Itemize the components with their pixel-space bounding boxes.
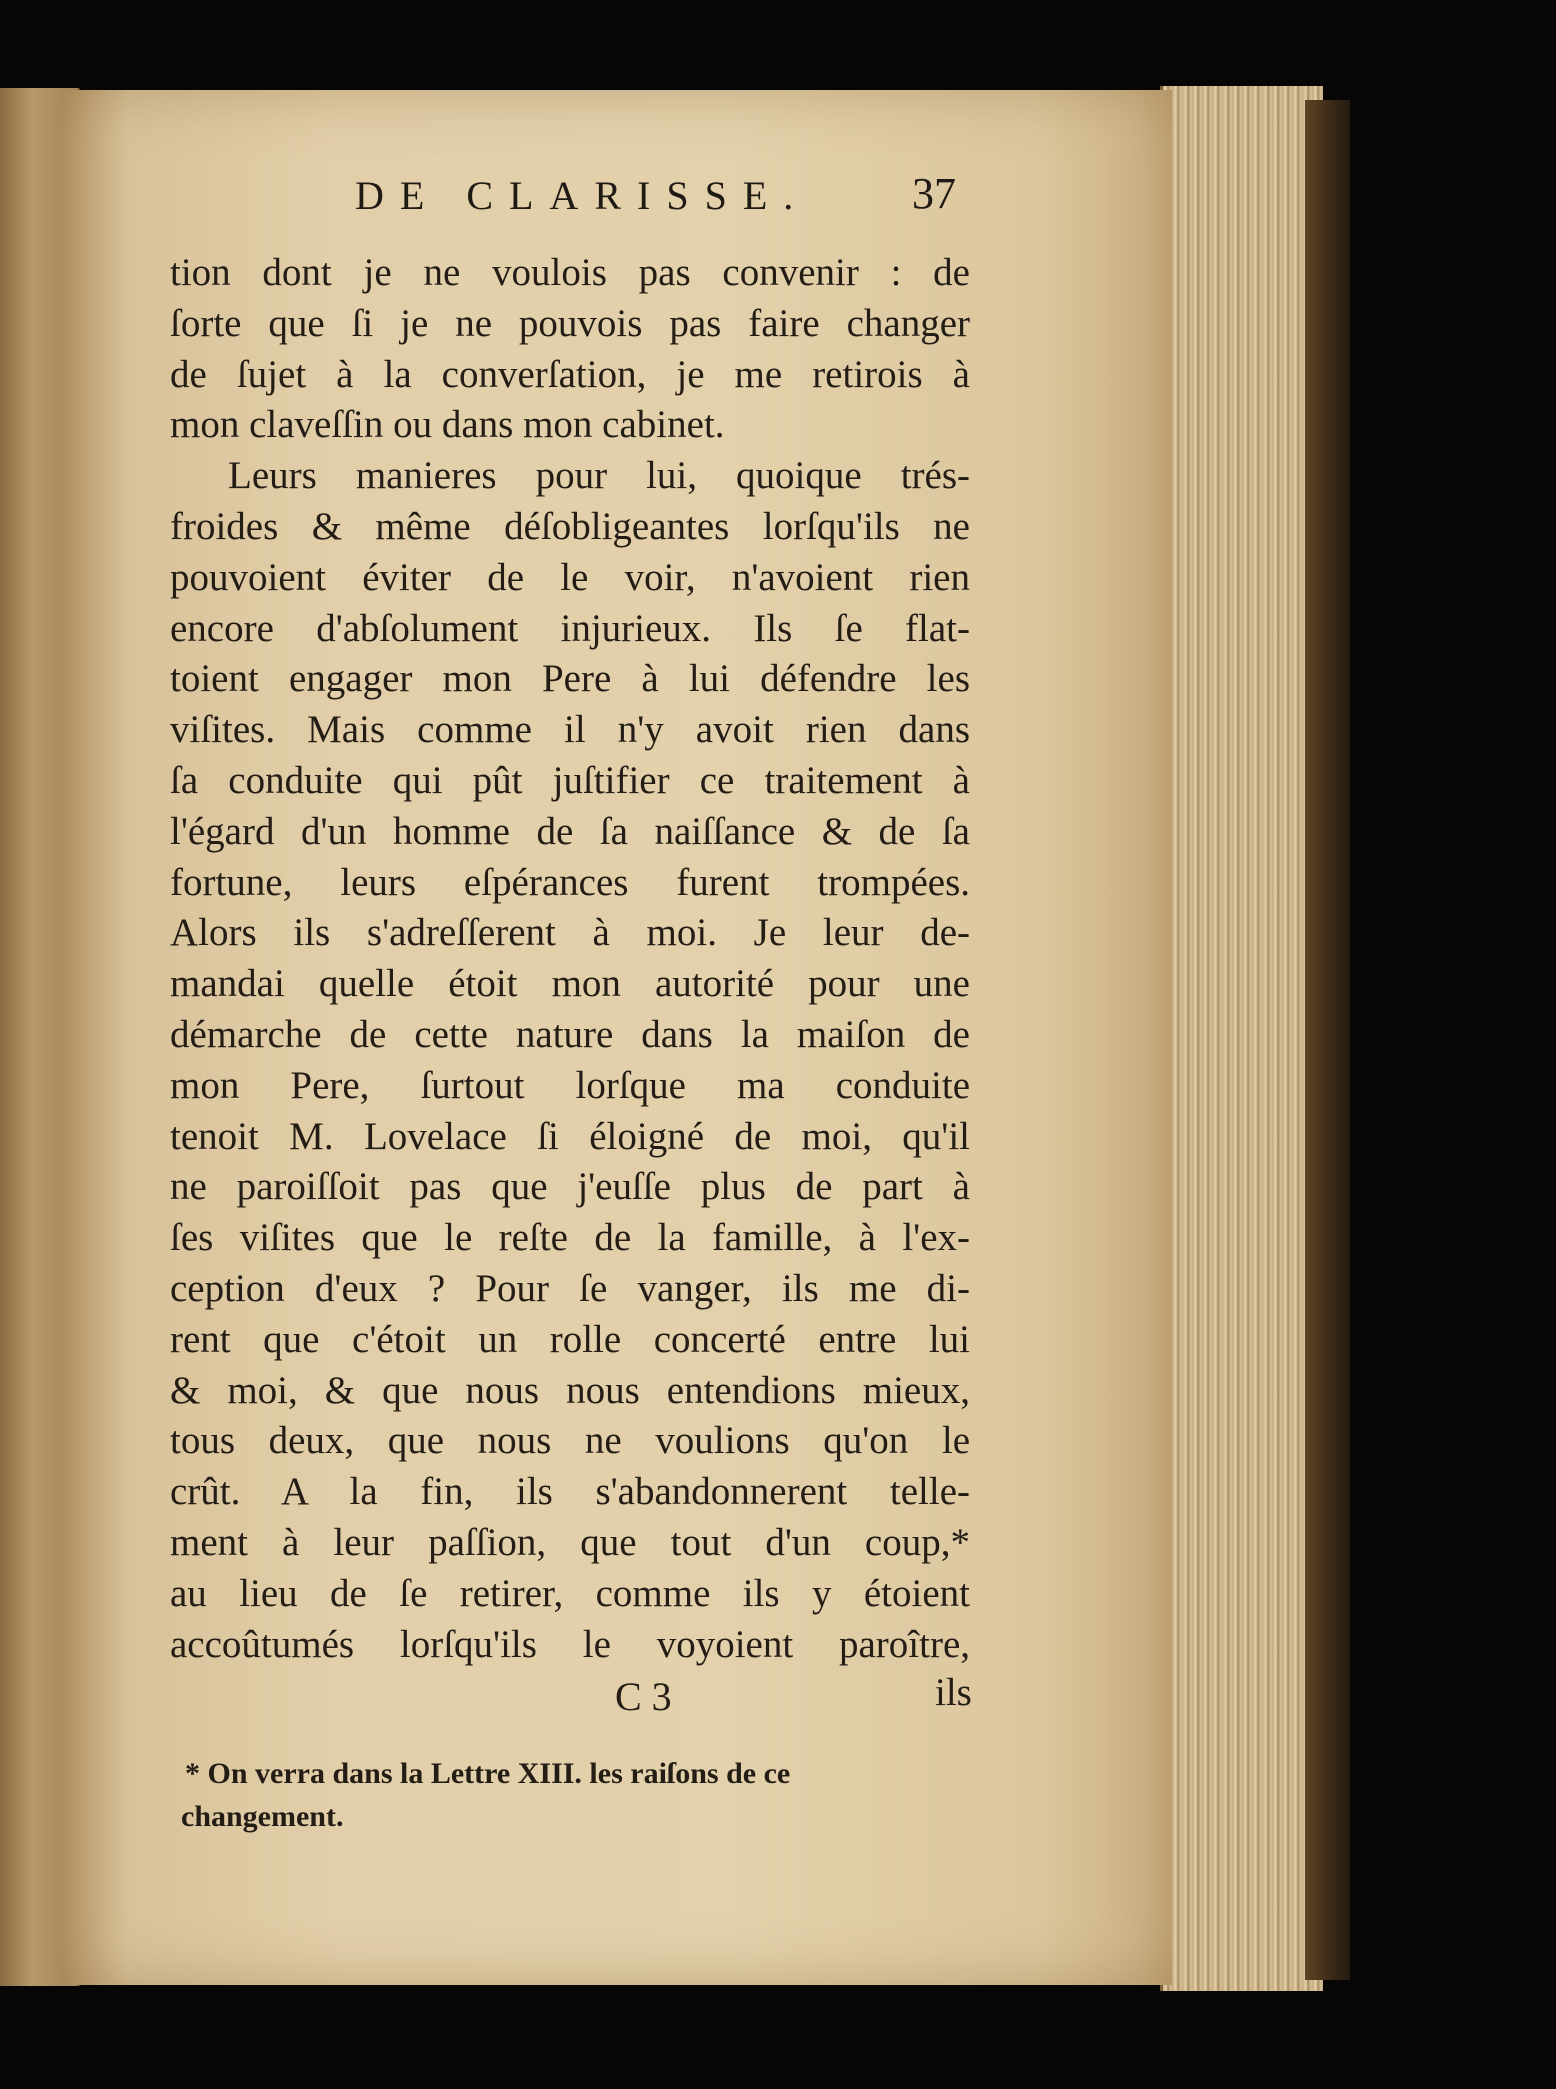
text-line: ception d'eux ? Pour ſe vanger, ils me di-	[170, 1266, 970, 1310]
text-line: mon claveſſin ou dans mon cabinet.	[170, 403, 725, 447]
text-line: viſites. Mais comme il n'y avoit rien dans	[170, 708, 970, 752]
text-line: ment à leur paſſion, que tout d'un coup,*	[170, 1520, 970, 1564]
signature-mark: C 3	[615, 1674, 672, 1719]
footnote	[181, 1752, 985, 1838]
text-line: crût. A la fin, ils s'abandonnerent telle-	[170, 1470, 970, 1514]
catchword: ils	[935, 1671, 972, 1714]
text-line: toient engager mon Pere à lui défendre les	[170, 657, 970, 701]
text-line: l'égard d'un homme de ſa naiſſance & de ſa	[170, 809, 970, 853]
text-line: Leurs manieres pour lui, quoique trés-	[228, 454, 970, 498]
page-stack-edge	[1160, 86, 1323, 1991]
text-line: pouvoient éviter de le voir, n'avoient rien	[170, 555, 970, 599]
text-line: & moi, & que nous nous entendions mieux,	[170, 1368, 970, 1412]
text-line: ſorte que ſi je ne pouvois pas faire changer	[170, 301, 970, 345]
running-head: DE CLARISSE.	[355, 173, 810, 218]
text-line: accoûtumés lorſqu'ils le voyoient paroître,	[170, 1622, 970, 1666]
text-line: mon Pere, ſurtout lorſque ma conduite	[170, 1063, 970, 1107]
text-line: fortune, leurs eſpérances furent trompées.	[170, 860, 970, 904]
text-line: tion dont je ne voulois pas convenir : de	[170, 251, 970, 294]
book-cover-edge	[1305, 100, 1350, 1980]
text-line: tous deux, que nous ne voulions qu'on le	[170, 1419, 970, 1463]
footnote-line: changement.	[181, 1800, 344, 1833]
text-line: au lieu de ſe retirer, comme ils y étoient	[170, 1571, 970, 1615]
text-line: rent que c'étoit un rolle concerté entre lui	[170, 1317, 970, 1361]
text-line: froides & même déſobligeantes lorſqu'ils ne	[170, 504, 970, 548]
text-line: tenoit M. Lovelace ſi éloigné de moi, qu'il	[170, 1114, 970, 1158]
text-line: mandai quelle étoit mon autorité pour une	[170, 962, 970, 1006]
text-line: Alors ils s'adreſſerent à moi. Je leur de-	[170, 911, 970, 955]
page-number: 37	[912, 169, 956, 218]
text-line: ne paroiſſoit pas que j'euſſe plus de part à	[170, 1165, 970, 1209]
text-line: ſes viſites que le reſte de la famille, à l'ex-	[170, 1216, 970, 1260]
text-line: encore d'abſolument injurieux. Ils ſe flat-	[170, 606, 970, 650]
text-line: de ſujet à la converſation, je me retirois à	[170, 352, 970, 396]
footnote-line: * On verra dans la Lettre XIII. les raiſons de ce	[185, 1757, 791, 1790]
text-line: démarche de cette nature dans la maiſon de	[170, 1012, 970, 1056]
text-line: ſa conduite qui pût juſtifier ce traitement à	[170, 758, 970, 802]
body-text	[170, 248, 970, 1670]
